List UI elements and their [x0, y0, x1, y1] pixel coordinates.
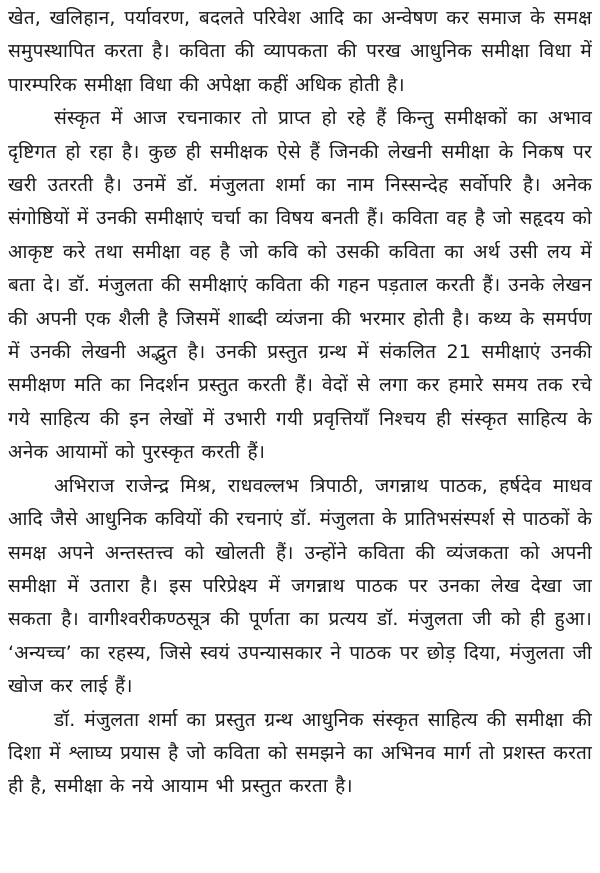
paragraph-conclusion: डॉ. मंजुलता शर्मा का प्रस्तुत ग्रन्थ आधुनिक संस्कृत साहित्य की समीक्षा की दिशा में श्लाघ्य प्रयास है जो कविता को समझने का अभिनव मार्ग तो प्रशस्त करता ही है, समीक्षा के नये आयाम भी प्रस्तुत करता है। — [8, 708, 592, 798]
paragraph-modern-poets: अभिराज राजेन्द्र मिश्र, राधवल्लभ त्रिपाठी, जगन्नाथ पाठक, हर्षदेव माधव आदि जैसे आधुनिक कवियों की रचनाएं डॉ. मंजुलता के प्रातिभसंस्पर्श से पाठकों के समक्ष अपने अन्तस्तत्त्व को खोलती हैं। उन्होंने कविता की व्यंजकता को अपनी समीक्षा में उतारा है। इस परिप्रेक्ष्य में जगन्नाथ पाठक पर उनका लेख देखा जा सकता है। वागीश्वरीकण्ठसूत्र की पूर्णता का प्रत्यय डॉ. मंजुलता जी को ही हुआ। ‘अन्यच्च’ का रहस्य, जिसे स्वयं उपन्यासकार ने पाठक पर छोड़ दिया, मंजुलता जी खोज कर लाई हैं। — [8, 474, 592, 698]
paragraph-continued-from-previous-page: खेत, खलिहान, पर्यावरण, बदलते परिवेश आदि का अन्वेषण कर समाज के समक्ष समुपस्थापित करता है। कविता की व्यापकता की परख आधुनिक समीक्षा विधा में पारम्परिक समीक्षा विधा की अपेक्षा कहीं अधिक होती है। — [8, 7, 592, 96]
document-page — [8, 2, 592, 804]
paragraph-sanskrit-critics: संस्कृत में आज रचनाकार तो प्राप्त हो रहे हैं किन्तु समीक्षकों का अभाव दृष्टिगत हो रहा है। कुछ ही समीक्षक ऐसे हैं जिनकी लेखनी समीक्षा के निकष पर खरी उतरती है। उनमें डॉ. मंजुलता शर्मा का नाम निस्सन्देह सर्वोपरि है। अनेक संगोष्ठियों में उनकी समीक्षाएं चर्चा का विषय बनती हैं। कविता वह है जो सहृदय को आकृष्ट करे तथा समीक्षा वह है जो कवि को उसकी कविता का अर्थ उसी लय में बता दे। डॉ. मंजुलता की समीक्षाएं कविता की गहन पड़ताल करती हैं। उनके लेखन की अपनी एक शैली है जिसमें शाब्दी व्यंजना की भरमार होती है। कथ्य के समर्पण में उनकी लेखनी अद्भुत है। उनकी प्रस्तुत ग्रन्थ में संकलित 21 समीक्षाएं उनकी समीक्षण मति का निदर्शन प्रस्तुत करती हैं। वेदों से लगा कर हमारे समय तक रचे गये साहित्य की इन लेखों में उभारी गयी प्रवृत्तियाँ निश्चय ही संस्कृत साहित्य के अनेक आयामों को पुरस्कृत करती हैं। — [8, 107, 592, 464]
